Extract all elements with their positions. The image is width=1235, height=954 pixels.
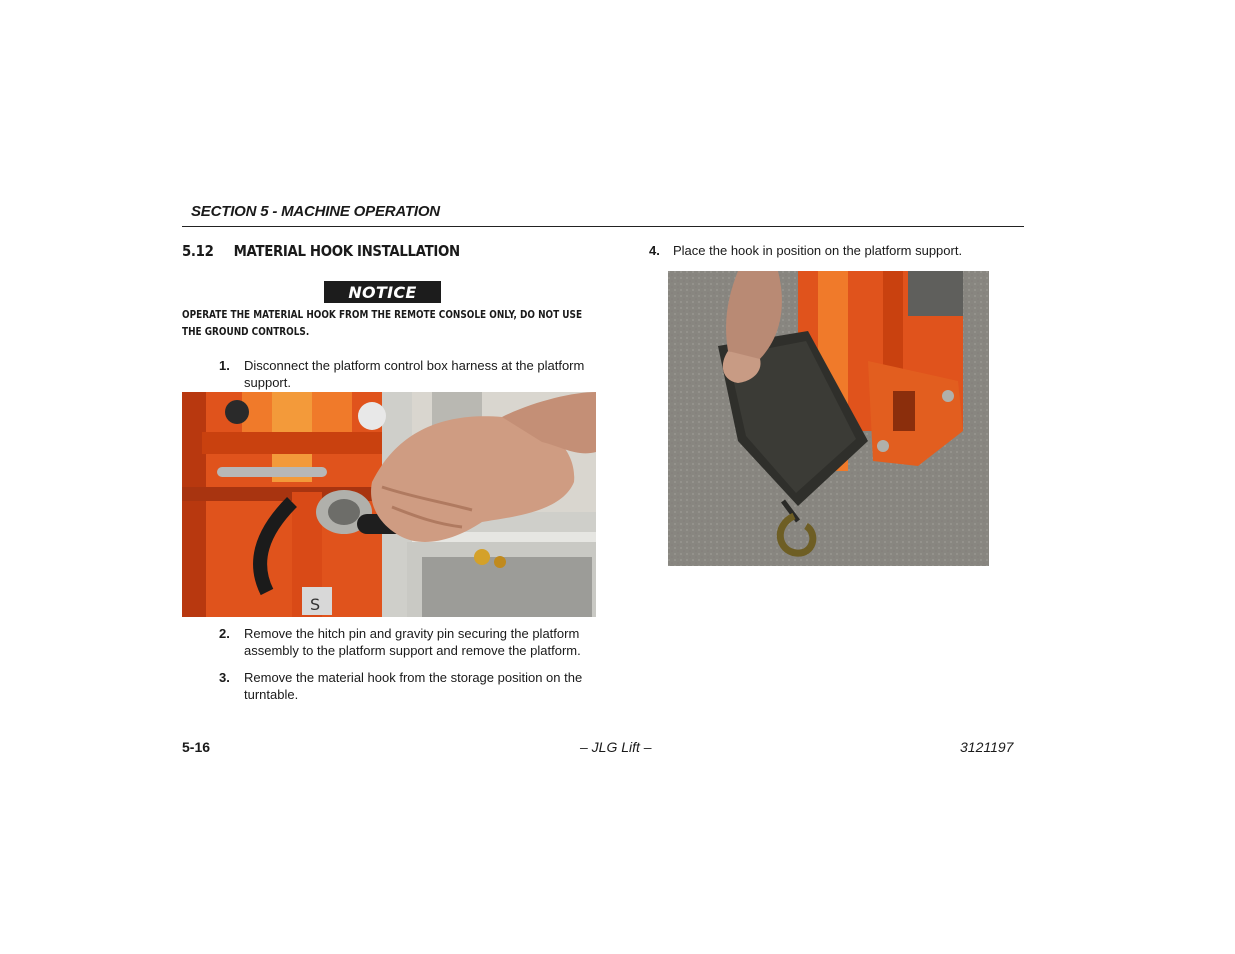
step-number: 2. xyxy=(219,626,230,641)
section-heading xyxy=(182,242,460,260)
step-text: Remove the material hook from the storage position on the turntable. xyxy=(244,670,583,702)
photo-hook-placement xyxy=(668,271,989,566)
footer-brand: – JLG Lift – xyxy=(580,739,652,755)
document-number: 3121197 xyxy=(960,739,1014,755)
section-title: MATERIAL HOOK INSTALLATION xyxy=(233,242,460,260)
step-number: 4. xyxy=(649,243,660,258)
section-header: SECTION 5 - MACHINE OPERATION xyxy=(191,203,440,220)
section-number: 5.12 xyxy=(182,242,214,260)
page-number: 5-16 xyxy=(182,739,211,755)
notice-text: OPERATE THE MATERIAL HOOK FROM THE REMOTE CONSOLE ONLY, DO NOT USE THE GROUND CONTROLS. xyxy=(182,308,583,338)
notice-label: NOTICE xyxy=(348,282,417,302)
svg-text:S: S xyxy=(310,595,321,614)
notice-badge xyxy=(324,281,441,303)
step-text: Remove the hitch pin and gravity pin securing the platform assembly to the platform support and remove the platform. xyxy=(244,626,581,658)
header-rule xyxy=(182,226,1024,227)
step-text: Place the hook in position on the platform support. xyxy=(673,243,963,258)
step-text: Disconnect the platform control box harness at the platform support. xyxy=(244,358,585,390)
step-number: 3. xyxy=(219,670,230,685)
photo-harness-disconnect xyxy=(182,392,596,617)
step-number: 1. xyxy=(219,358,230,373)
